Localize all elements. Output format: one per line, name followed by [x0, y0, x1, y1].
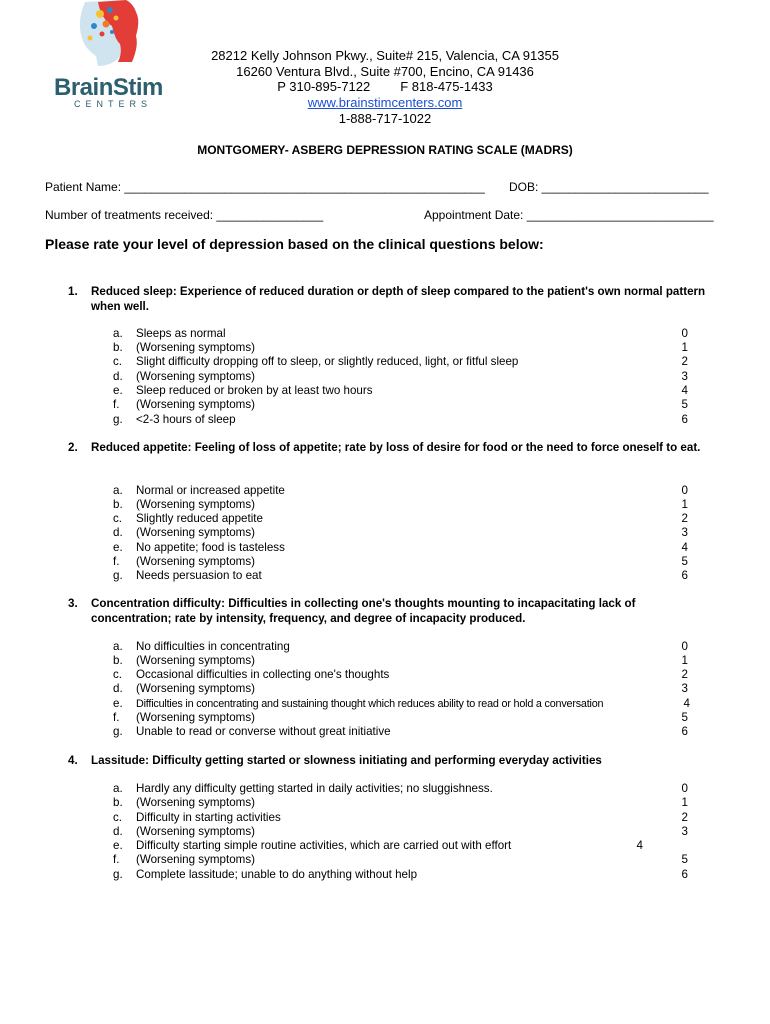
form-title: MONTGOMERY- ASBERG DEPRESSION RATING SCALE (MADRS)	[197, 143, 573, 157]
option-score: 2	[681, 355, 688, 368]
option-letter: b.	[113, 341, 123, 354]
instruction-text: Please rate your level of depression based on the clinical questions below:	[45, 236, 544, 252]
option-text: <2-3 hours of sleep	[136, 413, 236, 426]
option-letter: e.	[113, 384, 123, 397]
option-text: Hardly any difficulty getting started in daily activities; no sluggishness.	[136, 782, 493, 795]
option-text: Difficulty in starting activities	[136, 811, 281, 824]
option-text: (Worsening symptoms)	[136, 555, 255, 568]
option-letter: g.	[113, 413, 123, 426]
option-text: (Worsening symptoms)	[136, 796, 255, 809]
option-text: (Worsening symptoms)	[136, 853, 255, 866]
option-letter: a.	[113, 484, 123, 497]
address-valencia: 28212 Kelly Johnson Pkwy., Suite# 215, Valencia, CA 91355	[211, 48, 559, 63]
option-letter: f.	[113, 398, 120, 411]
phone-fax-line	[0, 79, 770, 95]
brand-name: BrainStim	[54, 74, 163, 101]
option-text: (Worsening symptoms)	[136, 654, 255, 667]
option-score: 0	[681, 484, 688, 497]
option-letter: e.	[113, 541, 123, 554]
question-1-heading: 1. Reduced sleep: Experience of reduced duration or depth of sleep compared to the patient's own normal pattern when well.	[68, 285, 706, 313]
option-score: 1	[681, 341, 688, 354]
option-score: 3	[681, 526, 688, 539]
option-score: 1	[681, 796, 688, 809]
option-score: 5	[681, 555, 688, 568]
option-letter: b.	[113, 654, 123, 667]
option-text: Sleeps as normal	[136, 327, 226, 340]
option-letter: a.	[113, 782, 123, 795]
question-4-heading: 4. Lassitude: Difficulty getting started or slowness initiating and performing everyday activities	[68, 754, 602, 767]
patient-name-field[interactable]: Patient Name: ______________________________________________________	[45, 180, 485, 194]
question-2-heading: 2. Reduced appetite: Feeling of loss of appetite; rate by loss of desire for food or the need to force oneself to eat.	[68, 441, 701, 454]
option-letter: f.	[113, 853, 120, 866]
option-letter: c.	[113, 512, 123, 525]
option-letter: d.	[113, 825, 123, 838]
option-text: Slightly reduced appetite	[136, 512, 263, 525]
option-letter: a.	[113, 640, 123, 653]
fax-number: F 818-475-1433	[400, 79, 493, 95]
option-text: (Worsening symptoms)	[136, 825, 255, 838]
option-score: 3	[681, 825, 688, 838]
option-letter: d.	[113, 682, 123, 695]
option-score: 0	[681, 782, 688, 795]
option-letter: c.	[113, 668, 123, 681]
option-score: 4	[681, 384, 688, 397]
option-letter: f.	[113, 555, 120, 568]
address-encino: 16260 Ventura Blvd., Suite #700, Encino, CA 91436	[236, 63, 534, 79]
phone-number: P 310-895-7122	[277, 79, 371, 95]
option-letter: c.	[113, 355, 123, 368]
option-score: 2	[681, 512, 688, 525]
option-score: 4	[636, 839, 643, 852]
option-score: 6	[681, 413, 688, 426]
option-letter: g.	[113, 868, 123, 881]
option-letter: b.	[113, 498, 123, 511]
dob-field[interactable]: DOB: _________________________	[509, 180, 709, 194]
option-letter: c.	[113, 811, 123, 824]
option-text: (Worsening symptoms)	[136, 398, 255, 411]
option-letter: b.	[113, 796, 123, 809]
option-letter: f.	[113, 711, 120, 724]
treatments-field[interactable]: Number of treatments received: ________________	[45, 208, 324, 222]
option-text: Unable to read or converse without great initiative	[136, 725, 391, 738]
option-text: No difficulties in concentrating	[136, 640, 290, 653]
appointment-date-field[interactable]: Appointment Date: ____________________________	[424, 208, 714, 222]
option-text: Difficulty starting simple routine activities, which are carried out with effort	[136, 839, 512, 852]
address-block	[0, 48, 770, 126]
option-score: 6	[681, 725, 688, 738]
option-score: 6	[681, 569, 688, 582]
option-score: 6	[681, 868, 688, 881]
option-score: 2	[681, 811, 688, 824]
option-text: (Worsening symptoms)	[136, 526, 255, 539]
option-text: Complete lassitude; unable to do anything without help	[136, 868, 418, 881]
option-letter: g.	[113, 725, 123, 738]
option-text: Needs persuasion to eat	[136, 569, 262, 582]
option-letter: a.	[113, 327, 123, 340]
option-text: (Worsening symptoms)	[136, 682, 255, 695]
option-score: 1	[681, 498, 688, 511]
option-letter: g.	[113, 569, 123, 582]
option-score: 0	[681, 640, 688, 653]
option-score: 2	[681, 668, 688, 681]
option-letter: d.	[113, 526, 123, 539]
option-score: 4	[683, 697, 690, 710]
option-text: Difficulties in concentrating and sustaining thought which reduces ability to read or hold a conversation	[136, 698, 604, 710]
option-score: 5	[681, 398, 688, 411]
option-score: 1	[681, 654, 688, 667]
option-letter: e.	[113, 839, 123, 852]
option-text: Sleep reduced or broken by at least two hours	[136, 384, 373, 397]
option-score: 4	[681, 541, 688, 554]
option-score: 5	[681, 853, 688, 866]
question-3-heading: 3. Concentration difficulty: Difficulties in collecting one's thoughts mounting to incapacitating lack of concentration; rate by intensity, frequency, and degree of incapacity produced.	[68, 597, 636, 625]
option-text: (Worsening symptoms)	[136, 370, 255, 383]
option-letter: e.	[113, 697, 123, 710]
option-score: 3	[681, 682, 688, 695]
option-letter: d.	[113, 370, 123, 383]
option-text: (Worsening symptoms)	[136, 498, 255, 511]
option-score: 0	[681, 327, 688, 340]
tollfree-number: 1-888-717-1022	[338, 110, 432, 126]
option-text: Occasional difficulties in collecting one's thoughts	[136, 668, 390, 681]
option-score: 5	[681, 711, 688, 724]
brand-subtitle: CENTERS	[74, 99, 153, 109]
option-text: Slight difficulty dropping off to sleep, or slightly reduced, light, or fitful sleep	[136, 355, 519, 368]
option-score: 3	[681, 370, 688, 383]
website-link[interactable]: www.brainstimcenters.com	[307, 95, 463, 111]
option-text: (Worsening symptoms)	[136, 341, 255, 354]
option-text: (Worsening symptoms)	[136, 711, 255, 724]
option-text: No appetite; food is tasteless	[136, 541, 285, 554]
option-text: Normal or increased appetite	[136, 484, 285, 497]
